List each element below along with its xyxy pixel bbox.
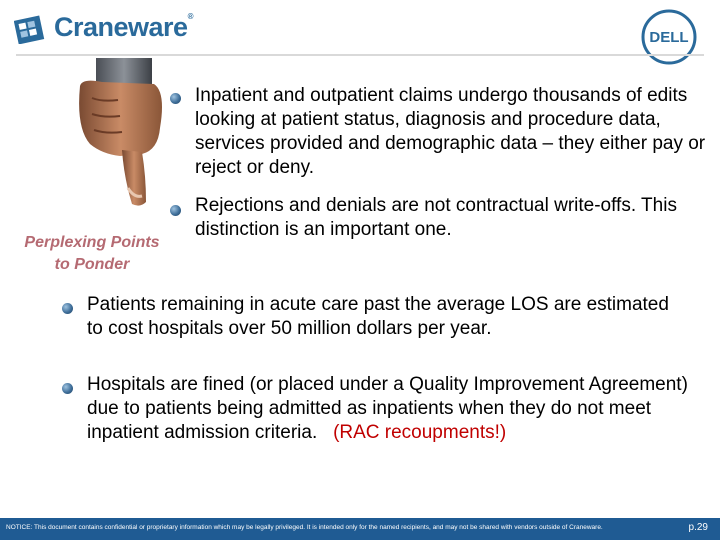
bullet-claims-edits: Inpatient and outpatient claims undergo thousands of edits looking at patient status, diagnosis and procedure data, services provided and demographic data – they either pay or reject or deny. bbox=[195, 85, 706, 178]
bullet-marker bbox=[62, 303, 73, 314]
caption-line-1: Perplexing Points bbox=[24, 234, 160, 251]
craneware-logo bbox=[14, 10, 193, 50]
dell-logo bbox=[640, 8, 698, 66]
dell-logo-text: DELL bbox=[649, 29, 689, 46]
brand-name: Craneware® bbox=[54, 12, 193, 42]
bullet-marker bbox=[62, 383, 73, 394]
confidentiality-notice: NOTICE: This document contains confidential or proprietary information which may be legally privileged. It is intended only for the named recipients, and may not be shared with vendors outside of Craneware. bbox=[6, 524, 603, 531]
craneware-logo-icon bbox=[14, 10, 48, 44]
footer-bar bbox=[0, 518, 720, 540]
bullet-hospitals-fined-text: Hospitals are fined (or placed under a Quality Improvement Agreement) due to patients being admitted as inpatients when they do not meet inpatient admission criteria. bbox=[87, 374, 688, 443]
page-number: p.29 bbox=[688, 522, 708, 533]
slide-caption bbox=[2, 232, 182, 276]
bullet-marker bbox=[170, 205, 181, 216]
bullet-patients-los: Patients remaining in acute care past the average LOS are estimated to cost hospitals over 50 million dollars per year. bbox=[87, 294, 669, 339]
caption-line-2: to Ponder bbox=[54, 256, 130, 273]
bullet-marker bbox=[170, 93, 181, 104]
bullet-hospitals-fined bbox=[87, 373, 697, 445]
rac-recoupments-highlight: (RAC recoupments!) bbox=[333, 422, 507, 443]
bullet-rejections-denials: Rejections and denials are not contractual write-offs. This distinction is an important one. bbox=[195, 195, 677, 240]
thumbs-down-photo bbox=[62, 58, 172, 208]
header-divider bbox=[16, 54, 704, 56]
